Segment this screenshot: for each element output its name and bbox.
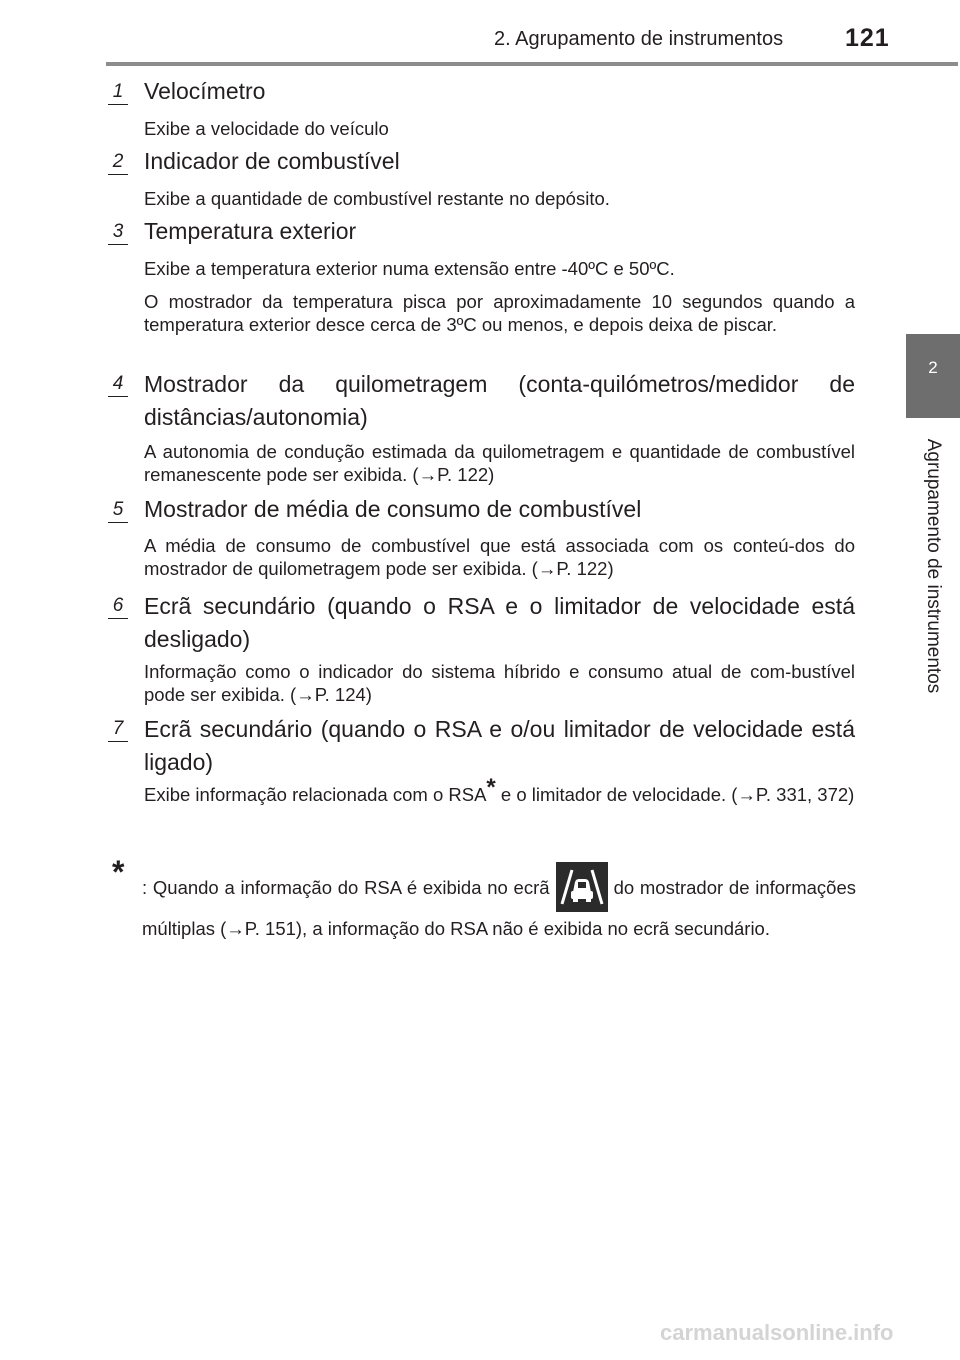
header-rule [106, 62, 958, 66]
item-number-badge: 7 [109, 718, 127, 740]
item-body: Exibe a quantidade de combustível restante no depósito. [144, 188, 610, 209]
item-title: Temperatura exterior [144, 218, 357, 244]
item-body [144, 774, 855, 806]
item-number-badge: 6 [109, 595, 127, 617]
item-title: Ecrã secundário (quando o RSA e o/ou limitador de velocidade está ligado) [144, 716, 855, 775]
item-title: Velocímetro [144, 78, 266, 104]
item-title: Ecrã secundário (quando o RSA e o limitador de velocidade está desligado) [144, 593, 855, 652]
footnote-text [142, 862, 856, 946]
footnote-text-part: : Quando a informação do RSA é exibida no ecrã [142, 877, 550, 898]
item-body-text: Exibe informação relacionada com o RSA [144, 784, 487, 805]
item-body: A autonomia de condução estimada da quilometragem e quantidade de combustível remanescente pode ser exibida. (→P. 122) [144, 441, 855, 485]
item-number-badge: 1 [109, 81, 127, 103]
rsa-car-lane-icon [556, 862, 608, 912]
item-title: Indicador de combustível [144, 148, 400, 174]
item-body: Exibe a temperatura exterior numa extensão entre -40ºC e 50ºC. [144, 258, 675, 279]
chapter-tab-label: Agrupamento de instrumentos [923, 438, 944, 694]
chapter-tab-number: 2 [928, 358, 938, 377]
header-title: 2. Agrupamento de instrumentos [494, 28, 784, 50]
footnote-text-part: do mostrador de informações múltiplas (→P. 151), a informação do RSA não é exibida no ecrã secundário. [142, 877, 856, 939]
item-body: O mostrador da temperatura pisca por aproximadamente 10 segundos quando a temperatura exterior desce cerca de 3ºC ou menos, e depois deixa de piscar. [144, 291, 855, 335]
item-body: A média de consumo de combustível que está associada com os conteú-dos do mostrador de quilometragem pode ser exibida. (→P. 122) [144, 535, 855, 579]
page-number: 121 [845, 24, 890, 52]
item-body: Informação como o indicador do sistema híbrido e consumo atual de com-bustível pode ser exibida. (→P. 124) [144, 661, 855, 705]
item-number-badge: 2 [109, 151, 127, 173]
item-title: Mostrador da quilometragem (conta-quilómetros/medidor de distâncias/autonomia) [144, 371, 855, 430]
item-number-badge: 5 [109, 499, 127, 521]
footnote-star: * [486, 774, 496, 801]
item-body: Exibe a velocidade do veículo [144, 118, 389, 139]
watermark: carmanualsonline.info [660, 1320, 894, 1345]
item-number-badge: 4 [109, 373, 127, 395]
item-body-text: e o limitador de velocidade. (→P. 331, 372) [495, 784, 855, 805]
footnote-marker: * [112, 854, 125, 890]
item-number-badge: 3 [109, 221, 127, 243]
item-title: Mostrador de média de consumo de combustível [144, 496, 642, 522]
